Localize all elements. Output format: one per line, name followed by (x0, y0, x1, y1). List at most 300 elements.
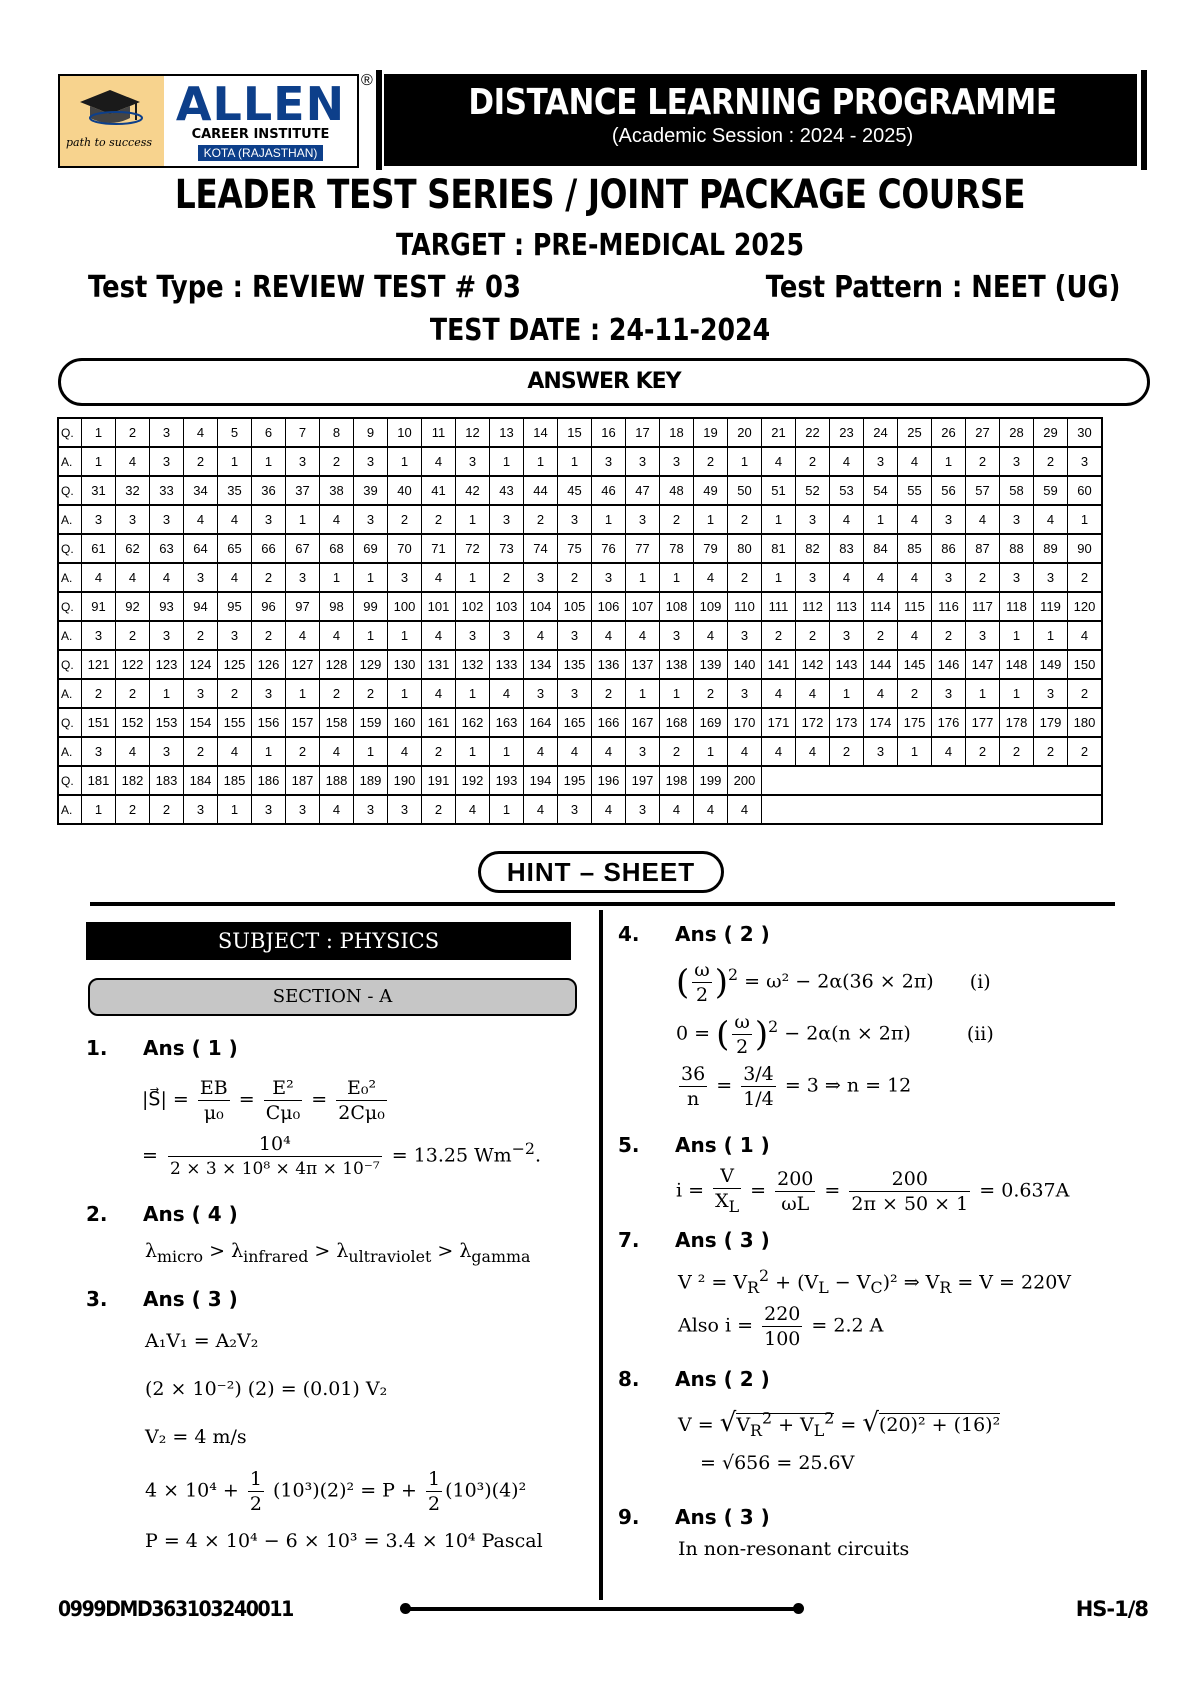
formula-line: Also i = $\frac{220}{100}$ = 2.2 A (678, 1303, 884, 1350)
answer-cell: 2 (150, 795, 184, 824)
answer-cell: 3 (558, 679, 592, 708)
question-cell: 153 (150, 708, 184, 737)
answer-cell: 3 (286, 795, 320, 824)
answer-cell: 1 (456, 737, 490, 766)
question-cell: 11 (422, 418, 456, 447)
question-cell: 21 (762, 418, 796, 447)
answer-cell: 4 (592, 737, 626, 766)
answer-cell: 4 (796, 737, 830, 766)
answer-cell: 3 (796, 563, 830, 592)
question-cell: 133 (490, 650, 524, 679)
question-cell: 147 (966, 650, 1000, 679)
answer-key-title: ANSWER KEY (527, 369, 681, 394)
question-cell: 171 (762, 708, 796, 737)
question-number: 3. (86, 1287, 108, 1311)
answer-cell: 2 (932, 621, 966, 650)
question-cell: 167 (626, 708, 660, 737)
answer-cell: 1 (456, 505, 490, 534)
answer-cell: 3 (82, 737, 116, 766)
question-cell: 184 (184, 766, 218, 795)
question-cell: 116 (932, 592, 966, 621)
column-divider (599, 910, 603, 1600)
question-cell: 154 (184, 708, 218, 737)
question-cell: 155 (218, 708, 252, 737)
question-cell: 134 (524, 650, 558, 679)
question-cell: 129 (354, 650, 388, 679)
formula-line: V $^2 = V_R^2 + (V_L - V_C)^2$ ⇒ $V_R = V = 220V$ (678, 1266, 1072, 1298)
answer-cell: 3 (354, 505, 388, 534)
answer-cell: 4 (898, 505, 932, 534)
target-title: TARGET : PRE-MEDICAL 2025 (396, 228, 804, 263)
answer-cell: 3 (184, 679, 218, 708)
answer-cell: 4 (864, 679, 898, 708)
question-cell: 36 (252, 476, 286, 505)
question-cell: 92 (116, 592, 150, 621)
registered-mark: ® (361, 72, 373, 89)
answer-cell: 2 (218, 679, 252, 708)
answer-cell: 4 (1034, 505, 1068, 534)
formula-line: = √656 = 25.6V (700, 1452, 855, 1474)
question-cell: 7 (286, 418, 320, 447)
question-cell: 150 (1068, 650, 1103, 679)
answer-cell: 3 (1000, 505, 1034, 534)
question-cell: 28 (1000, 418, 1034, 447)
question-cell: 70 (388, 534, 422, 563)
answer-cell: 2 (966, 563, 1000, 592)
answer-cell: 4 (898, 447, 932, 476)
question-cell: 139 (694, 650, 728, 679)
equation-tag: (i) (969, 970, 991, 993)
formula-line: $\frac{36}{n}$ = $\frac{3/4}{1/4}$ = 3 ⇒ n = 12 (681, 1063, 912, 1110)
question-cell: 25 (898, 418, 932, 447)
question-number: 7. (618, 1228, 640, 1252)
answer-cell: 4 (830, 563, 864, 592)
question-cell: 84 (864, 534, 898, 563)
question-cell: 83 (830, 534, 864, 563)
question-cell: 23 (830, 418, 864, 447)
question-cell: 122 (116, 650, 150, 679)
question-number: 1. (86, 1036, 108, 1060)
answer-cell: 1 (762, 505, 796, 534)
question-cell: 67 (286, 534, 320, 563)
answer-cell: 4 (150, 563, 184, 592)
answer-cell: 4 (320, 795, 354, 824)
question-cell: 42 (456, 476, 490, 505)
formula-line: A₁V₁ = A₂V₂ (145, 1330, 259, 1352)
formula-line: In non-resonant circuits (678, 1538, 910, 1560)
answer-cell: 3 (388, 563, 422, 592)
question-cell: 164 (524, 708, 558, 737)
question-cell: 78 (660, 534, 694, 563)
answer-cell: 4 (796, 679, 830, 708)
answer-cell: 1 (592, 505, 626, 534)
answer-cell: 2 (1068, 679, 1103, 708)
a-label: A. (58, 505, 82, 534)
answer-cell: 1 (354, 621, 388, 650)
question-cell: 94 (184, 592, 218, 621)
allen-logo (58, 74, 359, 168)
question-cell: 86 (932, 534, 966, 563)
answer-cell: 4 (82, 563, 116, 592)
answer-cell: 2 (694, 447, 728, 476)
q-label: Q. (58, 534, 82, 563)
answer-cell: 3 (150, 621, 184, 650)
question-cell: 52 (796, 476, 830, 505)
question-cell: 166 (592, 708, 626, 737)
test-pattern: Test Pattern : NEET (UG) (765, 270, 1120, 305)
question-cell: 109 (694, 592, 728, 621)
question-cell: 87 (966, 534, 1000, 563)
formula-line: $V = √V_R^2 + V_L^2 = √(20)^2 + (16)^2$ (678, 1408, 1001, 1440)
question-cell: 162 (456, 708, 490, 737)
question-cell: 10 (388, 418, 422, 447)
answer-cell: 3 (932, 563, 966, 592)
question-cell: 49 (694, 476, 728, 505)
answer-cell: 4 (422, 679, 456, 708)
question-cell: 181 (82, 766, 116, 795)
question-cell: 59 (1034, 476, 1068, 505)
answer-cell: 2 (728, 505, 762, 534)
question-cell: 165 (558, 708, 592, 737)
question-cell: 79 (694, 534, 728, 563)
answer-row (58, 447, 1102, 476)
question-cell: 39 (354, 476, 388, 505)
question-cell: 89 (1034, 534, 1068, 563)
banner-title: DISTANCE LEARNING PROGRAMME (468, 82, 1057, 123)
answer-cell: 4 (388, 737, 422, 766)
answer-cell: 3 (558, 795, 592, 824)
question-cell: 121 (82, 650, 116, 679)
answer-label: Ans ( 3 ) (675, 1505, 770, 1529)
answer-cell: 4 (592, 621, 626, 650)
q-label: Q. (58, 592, 82, 621)
answer-cell: 2 (660, 505, 694, 534)
answer-cell: 2 (1068, 563, 1103, 592)
answer-row (58, 737, 1102, 766)
formula-line: P = 4 × 10⁴ − 6 × 10³ = 3.4 × 10⁴ Pascal (145, 1530, 543, 1552)
question-cell: 100 (388, 592, 422, 621)
question-cell: 46 (592, 476, 626, 505)
question-cell: 173 (830, 708, 864, 737)
question-cell: 190 (388, 766, 422, 795)
question-cell: 111 (762, 592, 796, 621)
answer-cell: 2 (1000, 737, 1034, 766)
question-cell: 156 (252, 708, 286, 737)
answer-cell: 2 (184, 737, 218, 766)
question-cell: 45 (558, 476, 592, 505)
subject-header: SUBJECT : PHYSICS (86, 922, 571, 960)
answer-cell: 3 (864, 447, 898, 476)
question-cell: 81 (762, 534, 796, 563)
question-row (58, 592, 1102, 621)
answer-cell: 2 (252, 621, 286, 650)
question-cell: 172 (796, 708, 830, 737)
logo-brand: ALLEN (175, 77, 346, 131)
question-cell: 98 (320, 592, 354, 621)
hint-sheet-title: HINT – SHEET (478, 851, 724, 893)
answer-cell: 2 (1034, 447, 1068, 476)
question-cell: 3 (150, 418, 184, 447)
answer-cell: 1 (1034, 621, 1068, 650)
question-cell: 104 (524, 592, 558, 621)
answer-cell: 3 (932, 505, 966, 534)
answer-cell: 4 (524, 621, 558, 650)
answer-cell: 2 (422, 505, 456, 534)
answer-cell: 2 (558, 563, 592, 592)
formula-text: = 2.2 A (811, 1314, 884, 1337)
answer-cell: 4 (660, 795, 694, 824)
question-cell: 97 (286, 592, 320, 621)
question-cell: 19 (694, 418, 728, 447)
answer-cell: 1 (490, 795, 524, 824)
answer-label: Ans ( 3 ) (143, 1287, 238, 1311)
answer-cell: 3 (184, 563, 218, 592)
answer-cell: 2 (422, 795, 456, 824)
answer-cell: 1 (82, 795, 116, 824)
q-label: Q. (58, 476, 82, 505)
question-cell: 2 (116, 418, 150, 447)
answer-cell: 2 (388, 505, 422, 534)
answer-cell: 4 (524, 795, 558, 824)
answer-cell: 2 (116, 621, 150, 650)
q-label: Q. (58, 766, 82, 795)
question-cell: 60 (1068, 476, 1103, 505)
answer-cell: 3 (660, 447, 694, 476)
answer-cell: 1 (728, 447, 762, 476)
question-cell: 138 (660, 650, 694, 679)
question-cell: 120 (1068, 592, 1103, 621)
a-label: A. (58, 795, 82, 824)
answer-cell: 1 (524, 447, 558, 476)
question-cell: 148 (1000, 650, 1034, 679)
section-header: SECTION - A (88, 978, 577, 1016)
answer-cell: 4 (728, 737, 762, 766)
answer-cell: 3 (490, 621, 524, 650)
question-cell: 180 (1068, 708, 1103, 737)
answer-cell: 3 (592, 563, 626, 592)
question-cell: 17 (626, 418, 660, 447)
formula-result: = 0.637A (979, 1179, 1070, 1202)
answer-cell: 3 (150, 505, 184, 534)
answer-cell: 2 (1068, 737, 1103, 766)
a-label: A. (58, 679, 82, 708)
document-code: 0999DMD363103240011 (58, 1597, 293, 1621)
answer-cell: 2 (694, 679, 728, 708)
question-cell: 41 (422, 476, 456, 505)
programme-banner (384, 74, 1137, 166)
question-row (58, 766, 1102, 795)
answer-cell: 2 (762, 621, 796, 650)
question-cell: 197 (626, 766, 660, 795)
question-cell: 200 (728, 766, 762, 795)
formula-result: = 13.25 Wm (391, 1144, 512, 1167)
question-cell: 44 (524, 476, 558, 505)
answer-cell: 4 (490, 679, 524, 708)
answer-cell: 1 (762, 563, 796, 592)
answer-label: Ans ( 4 ) (143, 1202, 238, 1226)
question-cell: 194 (524, 766, 558, 795)
answer-cell: 2 (252, 563, 286, 592)
answer-cell: 3 (286, 447, 320, 476)
answer-cell: 1 (286, 679, 320, 708)
question-cell: 63 (150, 534, 184, 563)
question-cell: 66 (252, 534, 286, 563)
question-cell: 144 (864, 650, 898, 679)
question-cell: 22 (796, 418, 830, 447)
formula-text: − 2α(n × 2π) (784, 1022, 911, 1045)
test-type: Test Type : REVIEW TEST # 03 (88, 270, 521, 305)
question-cell: 64 (184, 534, 218, 563)
answer-cell: 1 (626, 563, 660, 592)
question-cell: 102 (456, 592, 490, 621)
question-cell: 159 (354, 708, 388, 737)
answer-cell: 3 (388, 795, 422, 824)
answer-cell: 2 (1034, 737, 1068, 766)
question-cell: 108 (660, 592, 694, 621)
answer-cell: 3 (524, 679, 558, 708)
question-cell: 178 (1000, 708, 1034, 737)
question-cell: 37 (286, 476, 320, 505)
answer-cell: 3 (796, 505, 830, 534)
question-cell: 191 (422, 766, 456, 795)
question-cell: 189 (354, 766, 388, 795)
answer-row (58, 563, 1102, 592)
answer-row (58, 679, 1102, 708)
question-cell: 12 (456, 418, 490, 447)
question-cell: 58 (1000, 476, 1034, 505)
question-cell: 71 (422, 534, 456, 563)
question-cell: 188 (320, 766, 354, 795)
question-cell: 185 (218, 766, 252, 795)
answer-cell: 3 (932, 679, 966, 708)
formula-line: = $\frac{\text{10⁴}}{\text{2 × 3 × 10⁸ × 4π × 10⁻⁷}}$ = 13.25 $Wm^{-2}$. (142, 1133, 542, 1179)
answer-cell: 2 (422, 737, 456, 766)
question-cell: 18 (660, 418, 694, 447)
question-cell: 24 (864, 418, 898, 447)
question-cell: 65 (218, 534, 252, 563)
question-cell: 90 (1068, 534, 1103, 563)
answer-cell: 1 (660, 563, 694, 592)
answer-cell: 3 (592, 447, 626, 476)
answer-cell: 3 (966, 621, 1000, 650)
question-number: 2. (86, 1202, 108, 1226)
question-cell: 106 (592, 592, 626, 621)
answer-cell: 3 (1000, 563, 1034, 592)
answer-cell: 2 (898, 679, 932, 708)
question-cell: 128 (320, 650, 354, 679)
q-label: Q. (58, 418, 82, 447)
question-cell: 176 (932, 708, 966, 737)
a-label: A. (58, 737, 82, 766)
answer-cell: 1 (252, 447, 286, 476)
question-cell: 195 (558, 766, 592, 795)
question-cell: 4 (184, 418, 218, 447)
course-title: LEADER TEST SERIES / JOINT PACKAGE COURSE (174, 172, 1026, 218)
answer-cell: 3 (354, 795, 388, 824)
question-cell: 170 (728, 708, 762, 737)
answer-cell: 4 (966, 505, 1000, 534)
question-row (58, 418, 1102, 447)
answer-cell: 1 (830, 679, 864, 708)
question-cell: 75 (558, 534, 592, 563)
answer-cell: 4 (898, 621, 932, 650)
answer-cell: 4 (762, 679, 796, 708)
question-row (58, 708, 1102, 737)
question-cell: 160 (388, 708, 422, 737)
question-cell: 141 (762, 650, 796, 679)
question-cell: 33 (150, 476, 184, 505)
banner-session: (Academic Session : 2024 - 2025) (611, 125, 914, 147)
question-cell: 55 (898, 476, 932, 505)
answer-cell: 3 (626, 447, 660, 476)
question-cell: 47 (626, 476, 660, 505)
question-cell: 112 (796, 592, 830, 621)
question-cell: 82 (796, 534, 830, 563)
answer-cell: 2 (864, 621, 898, 650)
answer-cell: 2 (286, 737, 320, 766)
question-cell: 15 (558, 418, 592, 447)
answer-cell: 1 (864, 505, 898, 534)
question-cell: 161 (422, 708, 456, 737)
answer-cell: 3 (82, 505, 116, 534)
question-cell: 74 (524, 534, 558, 563)
answer-row (58, 505, 1102, 534)
answer-cell: 4 (116, 563, 150, 592)
question-cell: 76 (592, 534, 626, 563)
answer-cell: 3 (728, 621, 762, 650)
answer-cell: 3 (626, 737, 660, 766)
question-cell: 143 (830, 650, 864, 679)
answer-cell: 1 (320, 563, 354, 592)
answer-cell: 4 (116, 737, 150, 766)
question-cell: 115 (898, 592, 932, 621)
answer-label: Ans ( 2 ) (675, 922, 770, 946)
question-cell: 142 (796, 650, 830, 679)
answer-cell: 3 (286, 563, 320, 592)
answer-cell: 2 (184, 621, 218, 650)
question-cell: 6 (252, 418, 286, 447)
answer-cell: 3 (558, 505, 592, 534)
question-cell: 27 (966, 418, 1000, 447)
horizontal-divider (90, 902, 1115, 906)
answer-cell: 3 (456, 447, 490, 476)
answer-cell: 4 (626, 621, 660, 650)
question-cell: 73 (490, 534, 524, 563)
question-cell: 13 (490, 418, 524, 447)
question-cell: 136 (592, 650, 626, 679)
question-cell: 125 (218, 650, 252, 679)
question-cell: 91 (82, 592, 116, 621)
page-number: HS-1/8 (1075, 1597, 1148, 1621)
question-cell: 192 (456, 766, 490, 795)
question-cell: 57 (966, 476, 1000, 505)
logo-location: KOTA (RAJASTHAN) (198, 145, 324, 161)
question-cell: 135 (558, 650, 592, 679)
answer-cell: 2 (320, 679, 354, 708)
question-cell: 5 (218, 418, 252, 447)
question-cell: 48 (660, 476, 694, 505)
question-cell: 193 (490, 766, 524, 795)
question-row (58, 650, 1102, 679)
question-cell: 8 (320, 418, 354, 447)
a-label: A. (58, 621, 82, 650)
formula-line: |S⃗| = $\frac{EB}{\text{μ₀}}$ = $\frac{\text{E²}}{\text{Cμ₀}}$ = $\frac{\text{E₀²}}{\text{2Cμ₀}}$ (142, 1077, 385, 1124)
answer-cell: 3 (82, 621, 116, 650)
answer-cell: 3 (252, 679, 286, 708)
formula-line: (2 × 10⁻²) (2) = (0.01) V₂ (145, 1378, 388, 1400)
answer-cell: 1 (1000, 679, 1034, 708)
question-cell: 16 (592, 418, 626, 447)
